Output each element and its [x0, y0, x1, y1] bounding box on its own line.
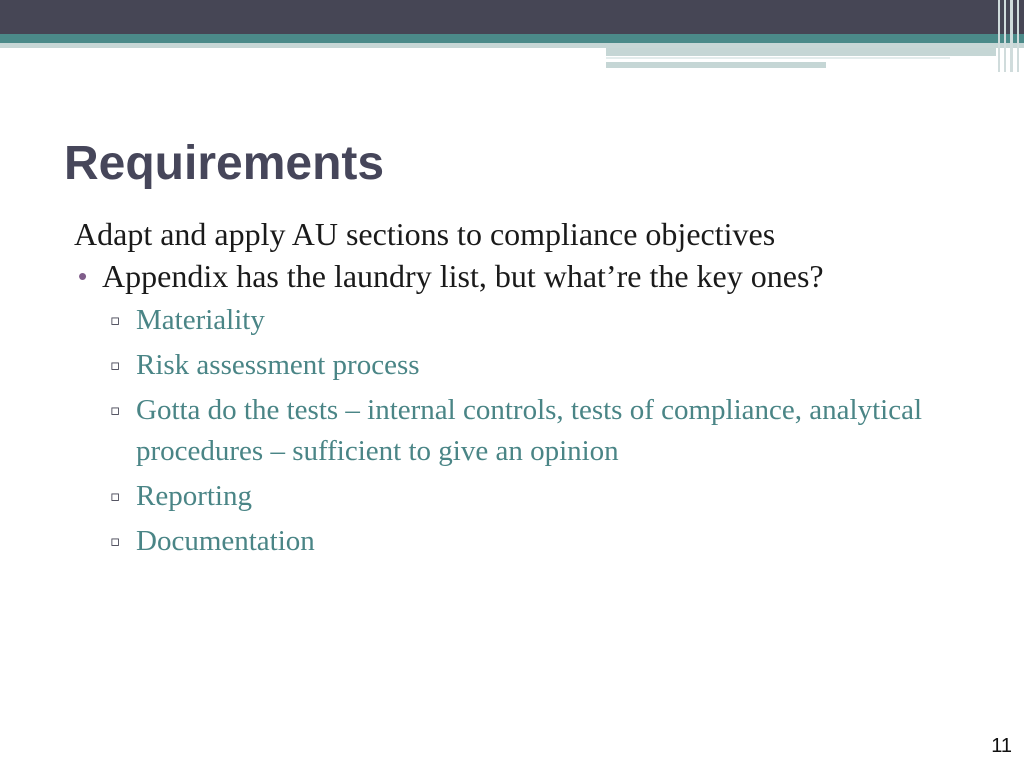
subbullet-text: Reporting [136, 480, 252, 512]
subbullet-text: Gotta do the tests – internal controls, tests of compliance, analytical procedures – sufficient to give an opinion [136, 394, 923, 467]
subbullet-text: Materiality [136, 304, 265, 336]
subbullet-text: Risk assessment process [136, 349, 420, 381]
square-bullet-icon: ▫ [110, 401, 121, 419]
square-bullet-icon: ▫ [110, 311, 121, 329]
bullet-item [74, 256, 974, 296]
slide-body [74, 214, 974, 562]
subbullet-item [74, 300, 956, 341]
subbullet-item [74, 521, 956, 562]
subbullet-text: Documentation [136, 525, 315, 557]
subbullet-item [74, 345, 956, 386]
header-band-teal [0, 34, 1024, 43]
bullet-text: Appendix has the laundry list, but what’re the key ones? [102, 258, 824, 294]
header-accent-bar [606, 48, 996, 56]
header-accent-bar-short [606, 62, 826, 68]
subbullet-item [74, 476, 956, 517]
square-bullet-icon: ▫ [110, 487, 121, 505]
header-band-dark [0, 0, 1024, 34]
subbullet-list [74, 300, 974, 562]
square-bullet-icon: ▫ [110, 532, 121, 550]
lead-text: Adapt and apply AU sections to compliance objectives [74, 216, 776, 252]
header-vertical-line [1004, 0, 1006, 72]
header-vertical-line [998, 0, 1000, 72]
page-number: 11 [991, 735, 1012, 757]
header-vertical-line [1010, 0, 1013, 72]
header-accent-line [606, 57, 950, 59]
slide-title: Requirements [64, 137, 385, 190]
bullet-dot-icon: • [78, 261, 88, 291]
square-bullet-icon: ▫ [110, 356, 121, 374]
header-vertical-line [1017, 0, 1019, 72]
subbullet-item [74, 390, 956, 472]
